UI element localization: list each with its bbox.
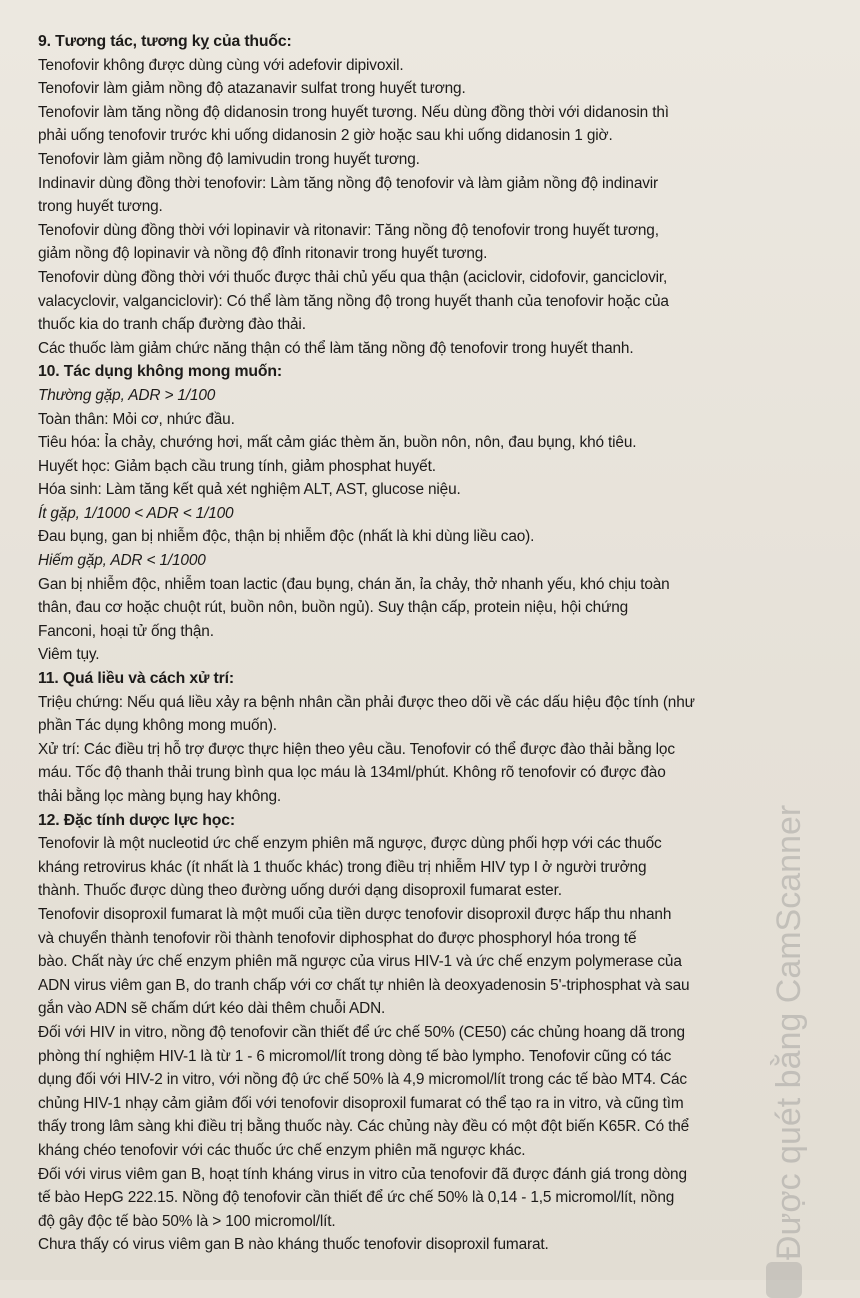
text-line: Đối với virus viêm gan B, hoạt tính kháng virus in vitro của tenofovir đã được đánh giá trong dòng xyxy=(38,1165,687,1183)
text-line: thành. Thuốc được dùng theo đường uống dưới dạng disoproxil fumarat ester. xyxy=(38,882,562,900)
section-heading: 12. Đặc tính dược lực học: xyxy=(38,811,235,829)
text-line: thải bằng lọc màng bụng hay không. xyxy=(38,788,282,805)
text-line: và chuyển thành tenofovir rồi thành tenofovir diphosphat do được phosphoryl hóa trong tế xyxy=(38,929,637,947)
text-line: thân, đau cơ hoặc chuột rút, buồn nôn, buồn ngủ). Suy thận cấp, protein niệu, hội chứng xyxy=(38,599,629,617)
text-line: Chưa thấy có virus viêm gan B nào kháng thuốc tenofovir disoproxil fumarat. xyxy=(38,1236,549,1254)
text-line: thấy trong lâm sàng khi điều trị bằng thuốc này. Các chủng này đều có một đột biến K65R. Có thể xyxy=(38,1118,690,1136)
text-line: chủng HIV-1 nhạy cảm giảm đối với tenofovir disoproxil fumarat có thể tạo ra in vitro, và cũng tìm xyxy=(38,1094,684,1112)
text-line: trong huyết tương. xyxy=(38,198,163,216)
text-line: kháng retrovirus khác (ít nhất là 1 thuốc khác) trong điều trị nhiễm HIV typ I ở người trưởng xyxy=(38,858,647,876)
text-line: Ít gặp, 1/1000 < ADR < 1/100 xyxy=(38,504,234,522)
text-line: kháng chéo tenofovir với các thuốc ức chế enzym phiên mã ngược khác. xyxy=(38,1141,526,1159)
camscanner-logo-icon xyxy=(766,1262,802,1298)
text-line: Viêm tụy. xyxy=(38,646,100,664)
text-line: độ gây độc tế bào 50% là > 100 micromol/lít. xyxy=(38,1212,336,1230)
text-line: Tenofovir dùng đồng thời với thuốc được thải chủ yếu qua thận (aciclovir, cidofovir, ganciclovir, xyxy=(38,268,668,286)
scanner-watermark: Được quét bằng CamScanner xyxy=(770,804,808,1260)
text-line: valacyclovir, valganciclovir): Có thể làm tăng nồng độ trong huyết thanh của tenofovir hoặc của xyxy=(38,292,669,310)
section-heading: 11. Quá liều và cách xử trí: xyxy=(38,670,235,688)
text-line: phần Tác dụng không mong muốn). xyxy=(38,717,277,735)
text-line: Tenofovir disoproxil fumarat là một muối của tiền dược tenofovir disoproxil được hấp thu nhanh xyxy=(38,905,672,923)
text-line: Tenofovir là một nucleotid ức chế enzym phiên mã ngược, được dùng phối hợp với các thuốc xyxy=(38,835,662,853)
text-line: Toàn thân: Mỏi cơ, nhức đầu. xyxy=(38,410,235,428)
text-line: Hiếm gặp, ADR < 1/1000 xyxy=(38,552,206,570)
text-line: Tiêu hóa: Ỉa chảy, chướng hơi, mất cảm giác thèm ăn, buồn nôn, nôn, đau bụng, khó tiêu. xyxy=(38,434,637,452)
text-line: dụng đối với HIV-2 in vitro, với nồng độ ức chế 50% là 4,9 micromol/lít trong các tế bào MT4. Các xyxy=(38,1071,687,1089)
text-line: Indinavir dùng đồng thời tenofovir: Làm tăng nồng độ tenofovir và làm giảm nồng độ indinavir xyxy=(38,174,659,192)
text-line: giảm nồng độ lopinavir và nồng độ đỉnh ritonavir trong huyết tương. xyxy=(38,245,488,263)
text-line: Xử trí: Các điều trị hỗ trợ được thực hiện theo yêu cầu. Tenofovir có thể được đào thải bằng lọc xyxy=(38,740,675,758)
text-line: ADN virus viêm gan B, do tranh chấp với cơ chất tự nhiên là deoxyadenosin 5'-triphosphat và sau xyxy=(38,976,690,994)
text-line: phải uống tenofovir trước khi uống didanosin 2 giờ hoặc sau khi uống didanosin 1 giờ. xyxy=(38,127,613,145)
text-line: gắn vào ADN sẽ chấm dứt kéo dài thêm chuỗi ADN. xyxy=(38,1000,386,1018)
text-line: Tenofovir làm tăng nồng độ didanosin trong huyết tương. Nếu dùng đồng thời với didanosin thì xyxy=(38,103,669,121)
text-line: Tenofovir không được dùng cùng với adefovir dipivoxil. xyxy=(38,56,404,74)
text-line: Gan bị nhiễm độc, nhiễm toan lactic (đau bụng, chán ăn, ỉa chảy, thở nhanh yếu, khó chịu toàn xyxy=(38,575,670,593)
text-line: thuốc kia do tranh chấp đường đào thải. xyxy=(38,316,306,334)
text-line: Fanconi, hoại tử ống thận. xyxy=(38,622,214,640)
text-line: Tenofovir làm giảm nồng độ atazanavir sulfat trong huyết tương. xyxy=(38,80,466,98)
text-line: Các thuốc làm giảm chức năng thận có thể làm tăng nồng độ tenofovir trong huyết thanh. xyxy=(38,339,634,357)
text-line: tế bào HepG 222.15. Nồng độ tenofovir cần thiết để ức chế 50% là 0,14 - 1,5 micromol/lít, nồng xyxy=(38,1189,675,1207)
text-line: Huyết học: Giảm bạch cầu trung tính, giảm phosphat huyết. xyxy=(38,457,436,475)
text-line: Đối với HIV in vitro, nồng độ tenofovir cần thiết để ức chế 50% (CE50) các chủng hoang dã trong xyxy=(38,1023,685,1041)
text-line: Tenofovir dùng đồng thời với lopinavir và ritonavir: Tăng nồng độ tenofovir trong huyết tương, xyxy=(38,221,659,239)
text-line: Đau bụng, gan bị nhiễm độc, thận bị nhiễm độc (nhất là khi dùng liều cao). xyxy=(38,528,535,546)
document-body xyxy=(38,30,798,1257)
text-line: bào. Chất này ức chế enzym phiên mã ngược của virus HIV-1 và ức chế enzym polymerase của xyxy=(38,953,682,971)
text-line: Triệu chứng: Nếu quá liều xảy ra bệnh nhân cần phải được theo dõi về các dấu hiệu độc tính (như xyxy=(38,693,695,711)
text-line: Tenofovir làm giảm nồng độ lamivudin trong huyết tương. xyxy=(38,150,420,168)
section-heading: 9. Tương tác, tương kỵ của thuốc: xyxy=(38,33,292,50)
text-line: Hóa sinh: Làm tăng kết quả xét nghiệm ALT, AST, glucose niệu. xyxy=(38,481,461,499)
text-line: phòng thí nghiệm HIV-1 là từ 1 - 6 micromol/lít trong dòng tế bào lympho. Tenofovir cũng có tác xyxy=(38,1047,672,1065)
text-line: máu. Tốc độ thanh thải trung bình qua lọc máu là 134ml/phút. Không rõ tenofovir có được đào xyxy=(38,764,666,782)
section-heading: 10. Tác dụng không mong muốn: xyxy=(38,363,283,381)
text-line: Thường gặp, ADR > 1/100 xyxy=(38,386,216,404)
